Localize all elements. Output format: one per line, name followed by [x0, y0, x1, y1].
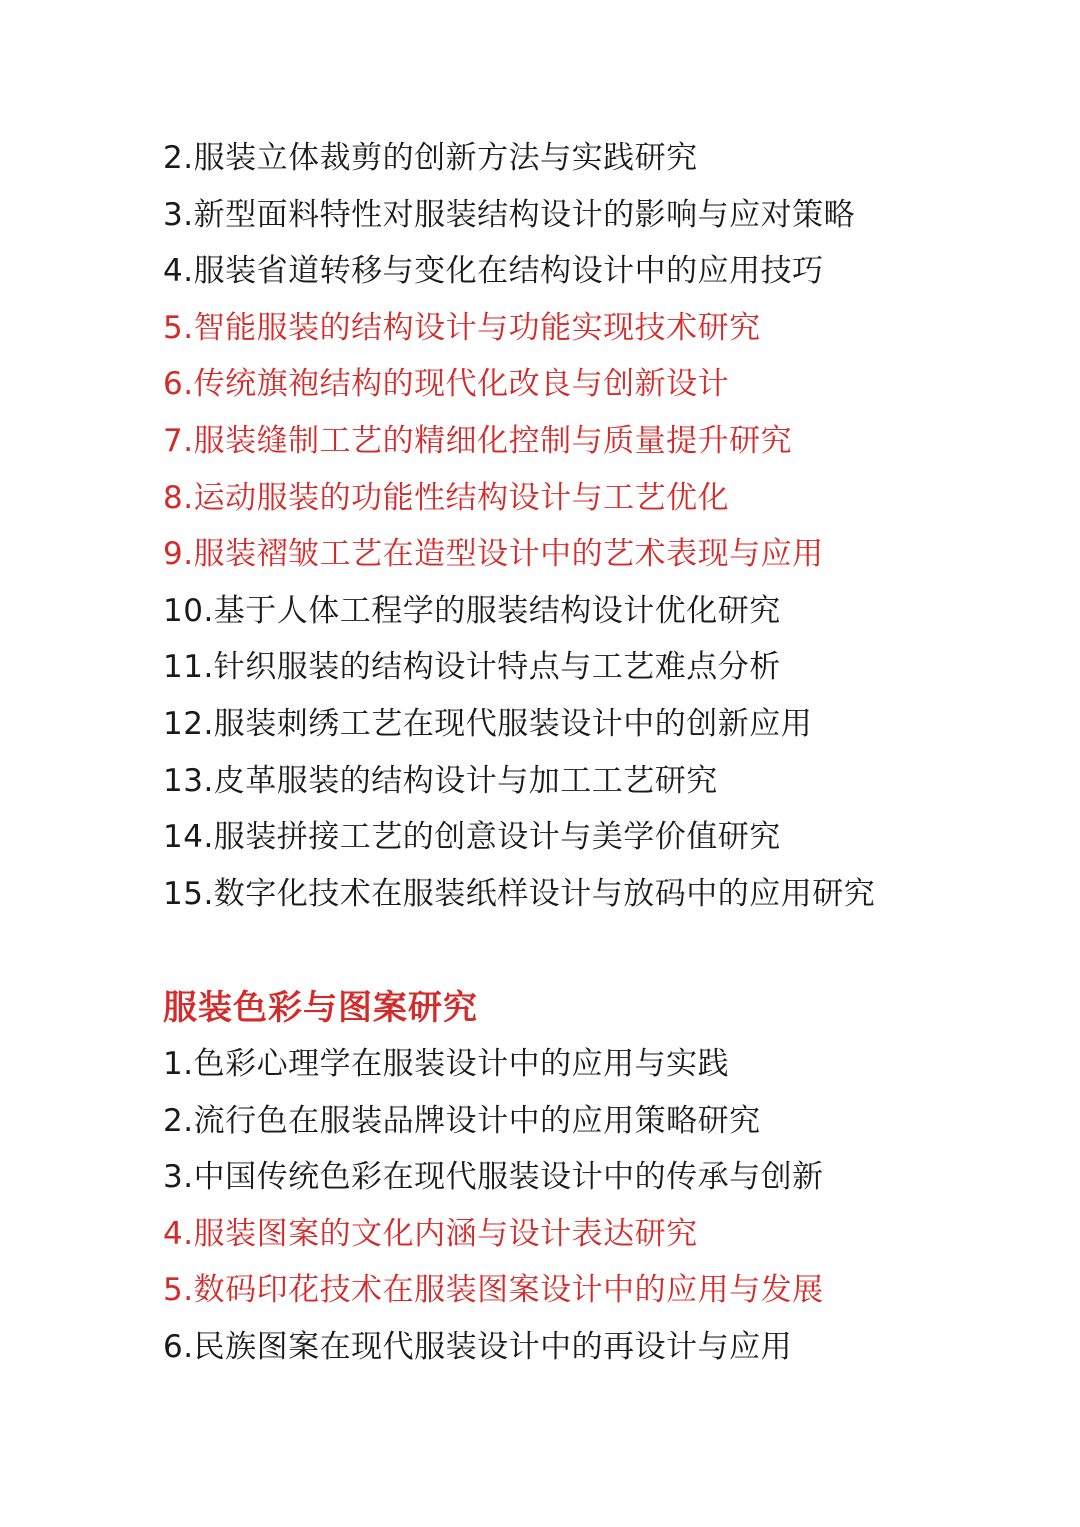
topic-item: 1.色彩心理学在服装设计中的应用与实践 [163, 1046, 730, 1082]
topic-list-color-pattern [163, 1036, 1043, 1376]
topic-item: 2.流行色在服装品牌设计中的应用策略研究 [163, 1102, 761, 1139]
topic-item: 3.中国传统色彩在现代服装设计中的传承与创新 [163, 1159, 824, 1196]
topic-item: 14.服装拼接工艺的创意设计与美学价值研究 [163, 819, 781, 856]
topic-item: 9.服装褶皱工艺在造型设计中的艺术表现与应用 [163, 536, 824, 573]
topic-item: 4.服装省道转移与变化在结构设计中的应用技巧 [163, 253, 824, 290]
topic-item: 13.皮革服装的结构设计与加工工艺研究 [163, 762, 718, 799]
topic-item: 3.新型面料特性对服装结构设计的影响与应对策略 [163, 196, 856, 233]
topic-item: 5.智能服装的结构设计与功能实现技术研究 [163, 309, 761, 346]
topic-item: 10.基于人体工程学的服装结构设计优化研究 [163, 592, 781, 629]
topic-item: 6.民族图案在现代服装设计中的再设计与应用 [163, 1328, 793, 1365]
topic-item: 6.传统旗袍结构的现代化改良与创新设计 [163, 366, 730, 403]
topic-item: 15.数字化技术在服装纸样设计与放码中的应用研究 [163, 875, 876, 912]
topic-item: 8.运动服装的功能性结构设计与工艺优化 [163, 479, 730, 516]
topic-item: 4.服装图案的文化内涵与设计表达研究 [163, 1215, 698, 1252]
topic-list-structure-craft [163, 130, 1043, 922]
topic-item: 11.针织服装的结构设计特点与工艺难点分析 [163, 649, 781, 686]
topic-item: 2.服装立体裁剪的创新方法与实践研究 [163, 140, 698, 176]
topic-item: 5.数码印花技术在服装图案设计中的应用与发展 [163, 1272, 824, 1309]
topic-item: 7.服装缝制工艺的精细化控制与质量提升研究 [163, 422, 793, 459]
topic-item: 12.服装刺绣工艺在现代服装设计中的创新应用 [163, 705, 813, 742]
section-title-color-pattern: 服装色彩与图案研究 [163, 988, 478, 1028]
